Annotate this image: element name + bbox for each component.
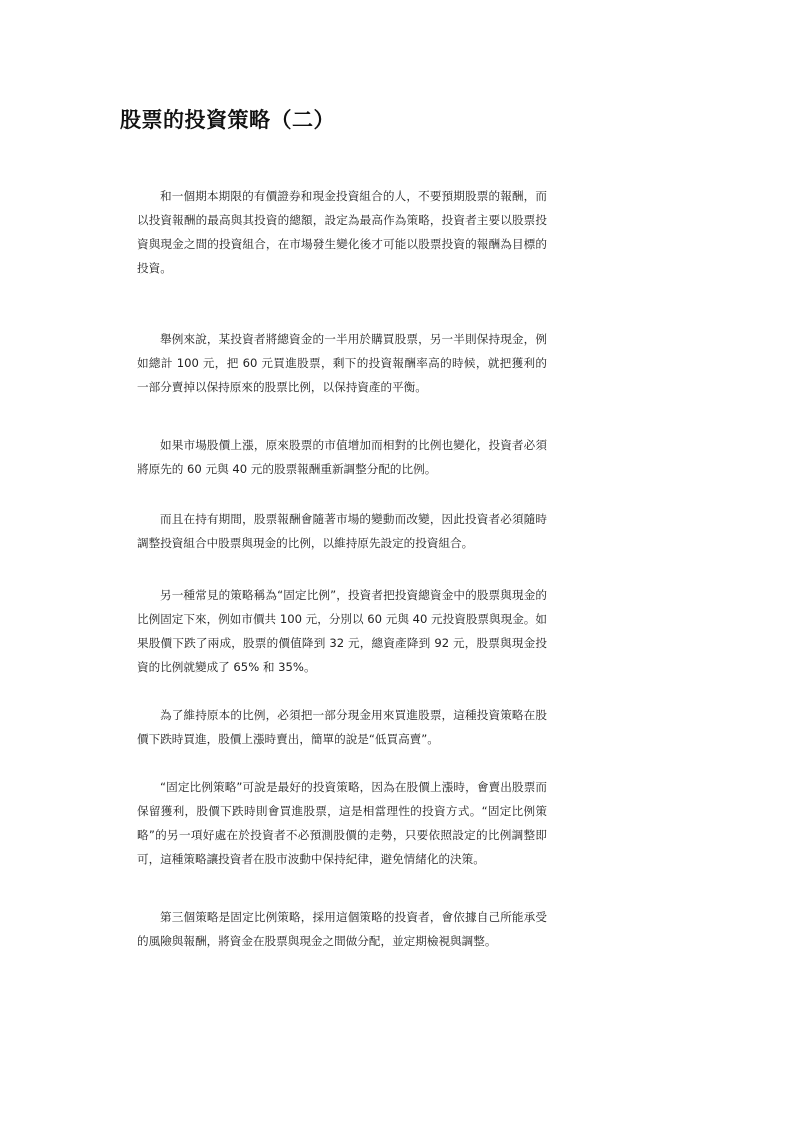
document-body xyxy=(137,184,547,1000)
document-title: 股票的投資策略（二） xyxy=(120,108,335,132)
body-paragraph: 另一種常見的策略稱為“固定比例”，投資者把投資總資金中的股票與現金的比例固定下來，例如市價共 100 元，分別以 60 元與 40 元投資股票與現金。如果股價下跌了兩成，股票的價值降到 32 元，總資產降到 92 元，股票與現金投資的比例就變成了 65% 和 35%。 xyxy=(137,588,547,674)
body-paragraph: 和一個期本期限的有價證券和現金投資組合的人，不要預期股票的報酬，而以投資報酬的最高與其投資的總額，設定為最高作為策略，投資者主要以股票投資與現金之間的投資組合，在市場發生變化後才可能以股票投資的報酬為目標的投資。 xyxy=(137,189,547,275)
body-paragraph: 為了維持原本的比例，必須把一部分現金用來買進股票，這種投資策略在股價下跌時買進，股價上漲時賣出，簡單的說是“低買高賣”。 xyxy=(137,708,547,746)
body-paragraph: 而且在持有期間，股票報酬會隨著市場的變動而改變，因此投資者必須隨時調整投資組合中股票與現金的比例，以維持原先設定的投資組合。 xyxy=(137,512,547,550)
body-paragraph: 第三個策略是固定比例策略，採用這個策略的投資者，會依據自己所能承受的風險與報酬，將資金在股票與現金之間做分配，並定期檢視與調整。 xyxy=(137,910,547,948)
body-paragraph: “固定比例策略”可說是最好的投資策略，因為在股價上漲時，會賣出股票而保留獲利，股價下跌時則會買進股票，這是相當理性的投資方式。“固定比例策略”的另一項好處在於投資者不必預測股價的走勢，只要依照設定的比例調整即可，這種策略讓投資者在股市波動中保持紀律，避免情緒化的決策。 xyxy=(137,780,547,866)
body-paragraph: 如果市場股價上漲，原來股票的市值增加而相對的比例也變化，投資者必須將原先的 60 元與 40 元的股票報酬重新調整分配的比例。 xyxy=(137,438,547,476)
body-paragraph: 舉例來說，某投資者將總資金的一半用於購買股票，另一半則保持現金，例如總計 100 元，把 60 元買進股票，剩下的投資報酬率高的時候，就把獲利的一部分賣掉以保持原來的股票比例，以保持資產的平衡。 xyxy=(137,332,547,394)
